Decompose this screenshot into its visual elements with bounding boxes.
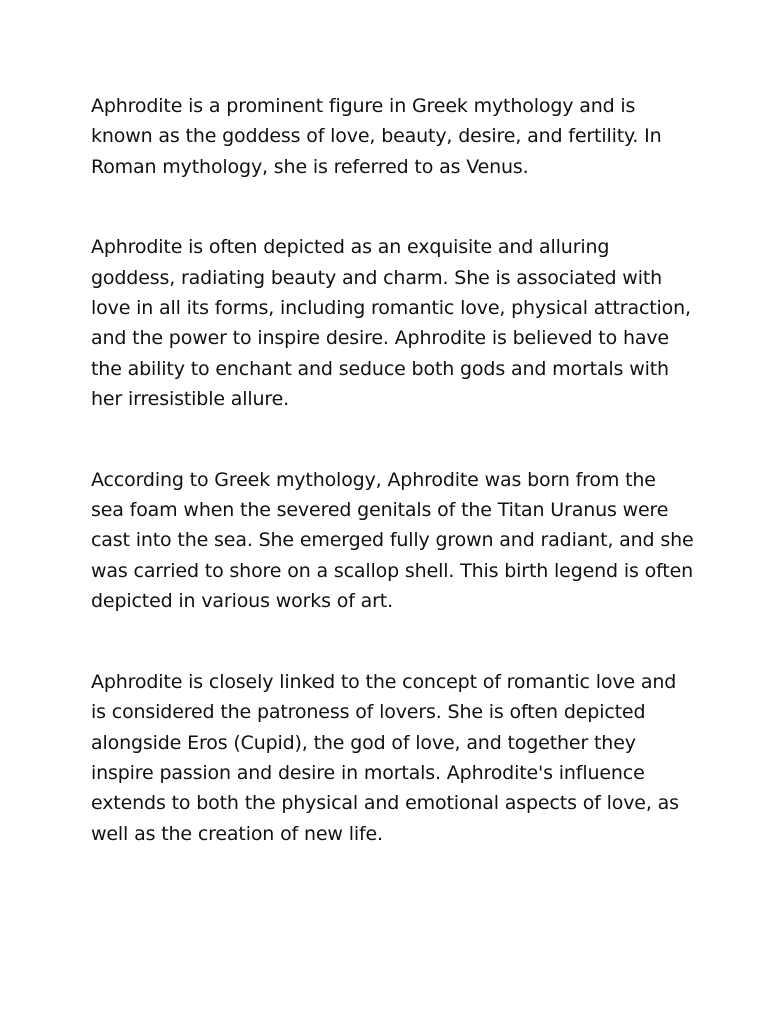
text-line: inspire passion and desire in mortals. Aphrodite's influence <box>91 761 645 784</box>
text-line: goddess, radiating beauty and charm. She is associated with <box>91 266 663 289</box>
text-line: According to Greek mythology, Aphrodite was born from the <box>91 468 656 491</box>
text-line: depicted in various works of art. <box>91 590 393 613</box>
paragraph-birth <box>91 465 694 617</box>
text-line: sea foam when the severed genitals of the Titan Uranus were <box>91 499 669 522</box>
paragraph-depiction <box>91 232 691 414</box>
document-body <box>91 91 694 849</box>
text-line: Roman mythology, she is referred to as Venus. <box>91 155 529 178</box>
text-line: well as the creation of new life. <box>91 822 383 845</box>
text-line: was carried to shore on a scallop shell. This birth legend is often <box>91 559 694 582</box>
text-line: extends to both the physical and emotional aspects of love, as <box>91 792 679 815</box>
text-line: cast into the sea. She emerged fully grown and radiant, and she <box>91 529 694 552</box>
text-line: her irresistible allure. <box>91 388 290 411</box>
paragraph-spacer <box>91 182 691 232</box>
paragraph-intro <box>91 91 691 182</box>
text-line: love in all its forms, including romantic love, physical attraction, <box>91 297 691 320</box>
paragraph-romantic-love <box>91 667 691 849</box>
paragraph-spacer <box>91 415 691 465</box>
text-line: is considered the patroness of lovers. She is often depicted <box>91 701 646 724</box>
text-line: the ability to enchant and seduce both gods and mortals with <box>91 357 669 380</box>
text-line: known as the goddess of love, beauty, desire, and fertility. In <box>91 125 662 148</box>
text-line: Aphrodite is closely linked to the concept of romantic love and <box>91 670 677 693</box>
text-line: Aphrodite is often depicted as an exquisite and alluring <box>91 236 610 259</box>
text-line: alongside Eros (Cupid), the god of love, and together they <box>91 731 636 754</box>
paragraph-spacer <box>91 617 691 667</box>
text-line: and the power to inspire desire. Aphrodite is believed to have <box>91 327 669 350</box>
text-line: Aphrodite is a prominent figure in Greek mythology and is <box>91 95 636 117</box>
